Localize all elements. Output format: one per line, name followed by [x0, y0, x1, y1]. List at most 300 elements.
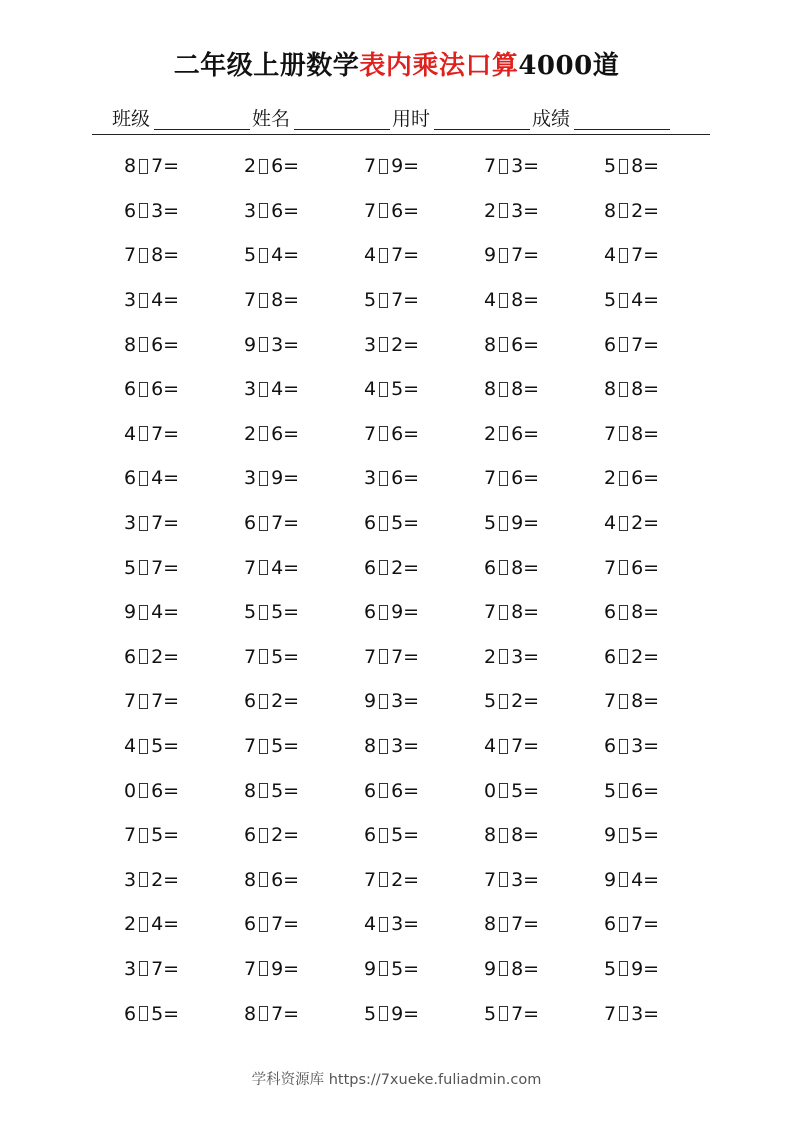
missing-glyph-box-icon	[619, 605, 628, 620]
problem-first-number: 3	[244, 199, 257, 222]
missing-glyph-box-icon	[139, 961, 148, 976]
problem-first-number: 6	[364, 512, 377, 535]
problem-item	[364, 601, 484, 623]
problem-item	[124, 244, 244, 266]
time-label: 用时	[392, 108, 431, 130]
problem-item	[484, 690, 604, 712]
problem-second-number: 6=	[391, 199, 420, 222]
problem-second-number: 6=	[511, 333, 540, 356]
missing-glyph-box-icon	[139, 917, 148, 932]
problem-second-number: 6=	[631, 467, 660, 490]
problem-second-number: 4=	[151, 913, 180, 936]
problem-item	[124, 334, 244, 356]
missing-glyph-box-icon	[619, 382, 628, 397]
problem-row	[124, 144, 724, 189]
problem-second-number: 6=	[151, 779, 180, 802]
name-field	[252, 104, 392, 134]
problem-first-number: 7	[364, 422, 377, 445]
problem-first-number: 6	[364, 824, 377, 847]
problem-row	[124, 545, 724, 590]
problem-first-number: 8	[484, 333, 497, 356]
missing-glyph-box-icon	[379, 471, 388, 486]
problem-second-number: 7=	[151, 957, 180, 980]
problem-item	[604, 467, 724, 489]
class-label: 班级	[112, 108, 151, 130]
problem-second-number: 6=	[391, 467, 420, 490]
problem-item	[244, 423, 364, 445]
missing-glyph-box-icon	[499, 159, 508, 174]
problem-item	[604, 690, 724, 712]
problem-second-number: 9=	[391, 601, 420, 624]
problem-item	[244, 646, 364, 668]
missing-glyph-box-icon	[259, 203, 268, 218]
problem-second-number: 2=	[391, 556, 420, 579]
problem-second-number: 8=	[631, 378, 660, 401]
problem-item	[484, 780, 604, 802]
problem-item	[244, 200, 364, 222]
problem-first-number: 2	[484, 422, 497, 445]
problem-item	[604, 155, 724, 177]
problem-item	[244, 913, 364, 935]
problem-second-number: 8=	[151, 244, 180, 267]
missing-glyph-box-icon	[259, 293, 268, 308]
missing-glyph-box-icon	[619, 917, 628, 932]
problem-first-number: 7	[244, 556, 257, 579]
problem-item	[484, 467, 604, 489]
problem-first-number: 4	[124, 735, 137, 758]
problem-item	[484, 423, 604, 445]
problem-item	[484, 155, 604, 177]
problem-row	[124, 456, 724, 501]
problem-row	[124, 902, 724, 947]
problem-item	[484, 378, 604, 400]
problem-second-number: 5=	[271, 645, 300, 668]
problem-second-number: 2=	[271, 690, 300, 713]
problem-item	[244, 512, 364, 534]
problem-first-number: 7	[484, 601, 497, 624]
problem-second-number: 8=	[511, 289, 540, 312]
problem-first-number: 5	[364, 289, 377, 312]
missing-glyph-box-icon	[379, 872, 388, 887]
problem-item	[124, 289, 244, 311]
problem-item	[364, 958, 484, 980]
problem-first-number: 5	[484, 690, 497, 713]
problem-item	[244, 334, 364, 356]
problem-second-number: 6=	[631, 556, 660, 579]
problem-item	[364, 824, 484, 846]
problem-first-number: 8	[244, 1002, 257, 1025]
missing-glyph-box-icon	[619, 739, 628, 754]
student-info-line	[92, 104, 710, 135]
problem-second-number: 6=	[271, 422, 300, 445]
missing-glyph-box-icon	[379, 248, 388, 263]
problem-item	[604, 289, 724, 311]
missing-glyph-box-icon	[139, 605, 148, 620]
problem-row	[124, 635, 724, 680]
missing-glyph-box-icon	[139, 828, 148, 843]
problem-item	[364, 913, 484, 935]
problem-first-number: 2	[244, 422, 257, 445]
missing-glyph-box-icon	[259, 649, 268, 664]
problem-item	[484, 289, 604, 311]
problem-second-number: 4=	[151, 289, 180, 312]
problem-first-number: 5	[604, 779, 617, 802]
problem-item	[484, 646, 604, 668]
problem-first-number: 7	[364, 199, 377, 222]
problem-first-number: 4	[124, 422, 137, 445]
problem-first-number: 9	[364, 957, 377, 980]
missing-glyph-box-icon	[379, 605, 388, 620]
problem-first-number: 7	[364, 868, 377, 891]
missing-glyph-box-icon	[499, 739, 508, 754]
problem-row	[124, 322, 724, 367]
missing-glyph-box-icon	[499, 917, 508, 932]
problem-item	[604, 824, 724, 846]
problem-second-number: 7=	[271, 1002, 300, 1025]
missing-glyph-box-icon	[259, 828, 268, 843]
problem-first-number: 9	[604, 868, 617, 891]
problem-item	[604, 780, 724, 802]
missing-glyph-box-icon	[259, 337, 268, 352]
problem-second-number: 4=	[271, 244, 300, 267]
problem-first-number: 6	[604, 601, 617, 624]
title-grade: 二年级上册数学	[173, 51, 360, 81]
problem-item	[244, 467, 364, 489]
problem-item	[364, 467, 484, 489]
problem-item	[604, 378, 724, 400]
problem-second-number: 2=	[151, 868, 180, 891]
problem-second-number: 3=	[391, 690, 420, 713]
problem-first-number: 4	[364, 244, 377, 267]
problem-second-number: 9=	[391, 1002, 420, 1025]
problem-row	[124, 412, 724, 457]
problem-item	[244, 601, 364, 623]
problem-second-number: 7=	[271, 913, 300, 936]
problem-item	[484, 824, 604, 846]
missing-glyph-box-icon	[619, 783, 628, 798]
missing-glyph-box-icon	[499, 1006, 508, 1021]
problem-first-number: 7	[244, 957, 257, 980]
problem-second-number: 6=	[271, 868, 300, 891]
problem-second-number: 5=	[391, 824, 420, 847]
problem-item	[124, 958, 244, 980]
problem-second-number: 3=	[631, 735, 660, 758]
problem-item	[364, 780, 484, 802]
problem-first-number: 6	[244, 913, 257, 936]
missing-glyph-box-icon	[259, 694, 268, 709]
problem-first-number: 3	[364, 333, 377, 356]
problem-row	[124, 991, 724, 1036]
problem-item	[244, 824, 364, 846]
missing-glyph-box-icon	[139, 783, 148, 798]
problem-first-number: 4	[364, 378, 377, 401]
problem-first-number: 8	[124, 155, 137, 178]
missing-glyph-box-icon	[499, 337, 508, 352]
problem-second-number: 8=	[271, 289, 300, 312]
problem-second-number: 3=	[511, 199, 540, 222]
problem-item	[124, 690, 244, 712]
problem-first-number: 6	[244, 824, 257, 847]
problem-item	[604, 512, 724, 534]
problem-first-number: 5	[484, 512, 497, 535]
problem-first-number: 8	[244, 779, 257, 802]
problem-first-number: 6	[364, 779, 377, 802]
problem-row	[124, 189, 724, 234]
missing-glyph-box-icon	[499, 694, 508, 709]
problem-row	[124, 947, 724, 992]
problem-first-number: 5	[604, 289, 617, 312]
problem-first-number: 7	[484, 868, 497, 891]
page-title	[0, 48, 793, 84]
missing-glyph-box-icon	[499, 961, 508, 976]
problem-second-number: 5=	[271, 735, 300, 758]
missing-glyph-box-icon	[379, 783, 388, 798]
problem-item	[124, 512, 244, 534]
problem-item	[604, 646, 724, 668]
problem-first-number: 3	[124, 512, 137, 535]
problem-first-number: 4	[604, 244, 617, 267]
problem-item	[604, 958, 724, 980]
missing-glyph-box-icon	[619, 159, 628, 174]
problem-item	[364, 200, 484, 222]
problem-second-number: 8=	[631, 155, 660, 178]
problem-second-number: 6=	[271, 155, 300, 178]
problem-second-number: 7=	[631, 333, 660, 356]
problem-first-number: 2	[244, 155, 257, 178]
missing-glyph-box-icon	[619, 248, 628, 263]
missing-glyph-box-icon	[259, 159, 268, 174]
problem-second-number: 2=	[511, 690, 540, 713]
problem-row	[124, 768, 724, 813]
problem-second-number: 4=	[151, 601, 180, 624]
missing-glyph-box-icon	[499, 293, 508, 308]
missing-glyph-box-icon	[259, 516, 268, 531]
problem-row	[124, 858, 724, 903]
problem-item	[604, 200, 724, 222]
problem-second-number: 3=	[151, 199, 180, 222]
problem-second-number: 5=	[151, 1002, 180, 1025]
problem-second-number: 8=	[511, 556, 540, 579]
missing-glyph-box-icon	[499, 605, 508, 620]
problem-item	[364, 1003, 484, 1025]
problem-second-number: 5=	[391, 957, 420, 980]
problem-item	[124, 155, 244, 177]
title-topic: 表内乘法口算	[359, 51, 519, 81]
missing-glyph-box-icon	[619, 426, 628, 441]
problem-first-number: 6	[604, 333, 617, 356]
missing-glyph-box-icon	[139, 560, 148, 575]
problem-first-number: 3	[124, 289, 137, 312]
problem-second-number: 2=	[151, 645, 180, 668]
missing-glyph-box-icon	[499, 872, 508, 887]
problem-second-number: 5=	[271, 779, 300, 802]
missing-glyph-box-icon	[619, 560, 628, 575]
problem-first-number: 5	[604, 155, 617, 178]
problem-item	[124, 467, 244, 489]
problem-item	[244, 244, 364, 266]
missing-glyph-box-icon	[619, 828, 628, 843]
problem-first-number: 6	[604, 645, 617, 668]
problem-item	[364, 869, 484, 891]
problem-first-number: 6	[124, 378, 137, 401]
missing-glyph-box-icon	[139, 471, 148, 486]
problem-first-number: 5	[484, 1002, 497, 1025]
problem-item	[484, 557, 604, 579]
missing-glyph-box-icon	[379, 382, 388, 397]
problem-item	[244, 690, 364, 712]
problem-second-number: 7=	[151, 422, 180, 445]
problem-second-number: 5=	[391, 512, 420, 535]
problem-first-number: 2	[124, 913, 137, 936]
problem-second-number: 4=	[631, 289, 660, 312]
problem-first-number: 6	[124, 1002, 137, 1025]
problem-item	[484, 958, 604, 980]
problem-second-number: 7=	[391, 645, 420, 668]
problem-second-number: 5=	[631, 824, 660, 847]
missing-glyph-box-icon	[619, 203, 628, 218]
problem-item	[124, 200, 244, 222]
problem-first-number: 6	[604, 913, 617, 936]
problem-first-number: 8	[484, 378, 497, 401]
problem-second-number: 9=	[271, 957, 300, 980]
missing-glyph-box-icon	[139, 739, 148, 754]
problem-second-number: 9=	[391, 155, 420, 178]
missing-glyph-box-icon	[139, 694, 148, 709]
problem-first-number: 9	[364, 690, 377, 713]
problem-first-number: 5	[604, 957, 617, 980]
problem-item	[364, 557, 484, 579]
problem-item	[484, 601, 604, 623]
problem-first-number: 9	[124, 601, 137, 624]
problem-item	[244, 378, 364, 400]
problem-item	[484, 735, 604, 757]
score-blank[interactable]	[574, 107, 670, 130]
problem-second-number: 5=	[151, 824, 180, 847]
missing-glyph-box-icon	[139, 872, 148, 887]
problem-first-number: 8	[604, 199, 617, 222]
time-blank[interactable]	[434, 107, 530, 130]
problem-item	[364, 423, 484, 445]
problem-first-number: 0	[484, 779, 497, 802]
problem-grid	[124, 144, 724, 1036]
problem-item	[604, 244, 724, 266]
missing-glyph-box-icon	[259, 872, 268, 887]
problem-first-number: 3	[244, 467, 257, 490]
problem-second-number: 7=	[151, 512, 180, 535]
problem-item	[124, 780, 244, 802]
problem-second-number: 2=	[271, 824, 300, 847]
problem-second-number: 8=	[511, 378, 540, 401]
problem-item	[604, 557, 724, 579]
problem-item	[364, 334, 484, 356]
problem-second-number: 5=	[391, 378, 420, 401]
missing-glyph-box-icon	[139, 426, 148, 441]
problem-second-number: 2=	[391, 333, 420, 356]
missing-glyph-box-icon	[499, 516, 508, 531]
missing-glyph-box-icon	[139, 248, 148, 263]
problem-item	[244, 958, 364, 980]
problem-item	[364, 735, 484, 757]
problem-second-number: 7=	[511, 1002, 540, 1025]
problem-second-number: 3=	[391, 913, 420, 936]
problem-second-number: 9=	[631, 957, 660, 980]
problem-item	[484, 913, 604, 935]
problem-second-number: 4=	[271, 556, 300, 579]
missing-glyph-box-icon	[259, 605, 268, 620]
problem-second-number: 5=	[511, 779, 540, 802]
problem-second-number: 3=	[511, 868, 540, 891]
problem-item	[124, 824, 244, 846]
problem-item	[484, 334, 604, 356]
problem-item	[124, 735, 244, 757]
problem-first-number: 3	[364, 467, 377, 490]
problem-second-number: 3=	[511, 645, 540, 668]
problem-item	[484, 869, 604, 891]
problem-first-number: 3	[244, 378, 257, 401]
problem-second-number: 8=	[631, 422, 660, 445]
problem-first-number: 7	[244, 735, 257, 758]
problem-first-number: 9	[604, 824, 617, 847]
problem-item	[124, 1003, 244, 1025]
problem-row	[124, 278, 724, 323]
problem-item	[364, 378, 484, 400]
problem-first-number: 6	[604, 735, 617, 758]
missing-glyph-box-icon	[259, 471, 268, 486]
problem-item	[244, 557, 364, 579]
class-blank[interactable]	[154, 107, 250, 130]
problem-second-number: 7=	[631, 244, 660, 267]
problem-first-number: 2	[484, 645, 497, 668]
problem-second-number: 2=	[391, 868, 420, 891]
problem-first-number: 7	[124, 690, 137, 713]
problem-second-number: 4=	[271, 378, 300, 401]
missing-glyph-box-icon	[619, 337, 628, 352]
problem-item	[604, 601, 724, 623]
missing-glyph-box-icon	[379, 828, 388, 843]
problem-second-number: 5=	[151, 735, 180, 758]
problem-second-number: 4=	[631, 868, 660, 891]
missing-glyph-box-icon	[619, 649, 628, 664]
missing-glyph-box-icon	[499, 426, 508, 441]
missing-glyph-box-icon	[379, 917, 388, 932]
name-blank[interactable]	[294, 107, 390, 130]
problem-second-number: 7=	[391, 244, 420, 267]
problem-second-number: 8=	[511, 601, 540, 624]
missing-glyph-box-icon	[379, 961, 388, 976]
problem-item	[244, 155, 364, 177]
name-label: 姓名	[252, 108, 291, 130]
problem-first-number: 6	[124, 645, 137, 668]
title-count: 4000道	[518, 51, 620, 81]
problem-first-number: 7	[484, 155, 497, 178]
problem-first-number: 7	[484, 467, 497, 490]
problem-second-number: 7=	[511, 913, 540, 936]
problem-item	[604, 869, 724, 891]
class-field	[112, 104, 252, 134]
problem-second-number: 9=	[271, 467, 300, 490]
problem-second-number: 7=	[151, 690, 180, 713]
problem-row	[124, 590, 724, 635]
missing-glyph-box-icon	[379, 426, 388, 441]
missing-glyph-box-icon	[379, 649, 388, 664]
problem-item	[244, 869, 364, 891]
problem-first-number: 8	[484, 913, 497, 936]
problem-item	[604, 913, 724, 935]
missing-glyph-box-icon	[499, 382, 508, 397]
problem-first-number: 8	[604, 378, 617, 401]
problem-item	[364, 646, 484, 668]
missing-glyph-box-icon	[499, 471, 508, 486]
